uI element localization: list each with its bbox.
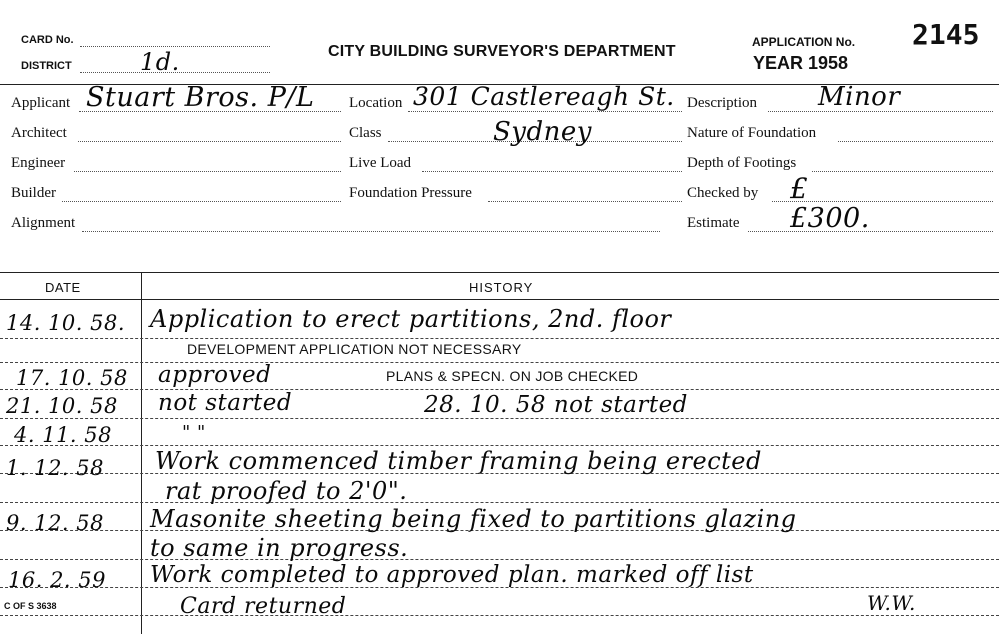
application-no-label: APPLICATION No.	[752, 35, 856, 49]
history-date: 4. 11. 58	[14, 423, 113, 447]
engineer-line	[74, 171, 341, 172]
year-label: YEAR 1958	[753, 53, 849, 73]
form-code: C OF S 3638	[4, 601, 57, 611]
fields-rule	[0, 272, 999, 273]
nature-of-foundation-label: Nature of Foundation	[687, 125, 817, 141]
history-stamp: DEVELOPMENT APPLICATION NOT NECESSARY	[187, 341, 522, 357]
alignment-line	[82, 231, 660, 232]
history-text: Card returned	[180, 594, 347, 619]
history-date: 21. 10. 58	[6, 394, 118, 418]
history-date: 14. 10. 58.	[6, 311, 126, 335]
checked-by-value: £	[790, 172, 809, 205]
history-text: 28. 10. 58 not started	[424, 392, 688, 418]
ruled-line	[0, 615, 999, 616]
history-text: to same in progress.	[150, 534, 409, 562]
card-no-label: CARD No.	[21, 34, 74, 46]
applicant-value: Stuart Bros. P/L	[86, 82, 315, 113]
builder-line	[62, 201, 341, 202]
ruled-line	[0, 362, 999, 363]
class-label: Class	[349, 125, 382, 141]
live-load-line	[422, 171, 682, 172]
description-label: Description	[687, 95, 757, 111]
table-header-rule	[0, 299, 999, 300]
estimate-value: £300.	[790, 203, 870, 234]
history-date: 9. 12. 58	[6, 511, 105, 535]
history-text: not started	[158, 390, 293, 416]
initials: W.W.	[867, 591, 916, 615]
location-value-line2: Sydney	[493, 117, 592, 147]
foundation-pressure-line	[488, 201, 682, 202]
description-value: Minor	[818, 82, 901, 112]
history-text: rat proofed to 2'0".	[165, 477, 408, 505]
history-stamp: PLANS & SPECN. ON JOB CHECKED	[386, 368, 639, 384]
date-column-divider	[141, 272, 142, 634]
history-date: 1. 12. 58	[6, 456, 105, 480]
depth-of-footings-line	[812, 171, 993, 172]
location-value-line1: 301 Castlereagh St.	[413, 82, 675, 111]
ruled-line	[0, 445, 999, 446]
ruled-line	[0, 389, 999, 390]
history-text: Work completed to approved plan. marked off list	[150, 562, 754, 588]
history-text: " "	[182, 422, 206, 443]
application-no-value: 2145	[912, 18, 980, 51]
card-no-line	[80, 46, 270, 47]
nature-of-foundation-line	[838, 141, 993, 142]
ruled-line	[0, 338, 999, 339]
builder-label: Builder	[11, 185, 56, 201]
checked-by-label: Checked by	[687, 185, 759, 201]
architect-line	[78, 141, 341, 142]
history-text: Work commenced timber framing being erected	[155, 447, 762, 475]
history-column-header: HISTORY	[469, 280, 534, 295]
ruled-line	[0, 418, 999, 419]
history-date: 17. 10. 58	[16, 366, 128, 390]
history-date: 16. 2. 59	[8, 568, 107, 592]
estimate-label: Estimate	[687, 215, 740, 231]
alignment-label: Alignment	[11, 215, 76, 231]
estimate-line	[748, 231, 993, 232]
district-label: DISTRICT	[21, 60, 72, 72]
depth-of-footings-label: Depth of Footings	[687, 155, 797, 171]
district-value: 1d.	[140, 48, 180, 76]
history-text: approved	[158, 362, 272, 388]
location-line	[408, 111, 682, 112]
applicant-label: Applicant	[11, 95, 71, 111]
history-text: Application to erect partitions, 2nd. floor	[150, 305, 672, 333]
architect-label: Architect	[11, 125, 67, 141]
department-title: CITY BUILDING SURVEYOR'S DEPARTMENT	[328, 43, 676, 60]
date-column-header: DATE	[45, 280, 81, 295]
ruled-line	[0, 502, 999, 503]
location-label: Location	[349, 95, 403, 111]
foundation-pressure-label: Foundation Pressure	[349, 185, 472, 201]
history-text: Masonite sheeting being fixed to partitions glazing	[150, 505, 797, 533]
engineer-label: Engineer	[11, 155, 66, 171]
live-load-label: Live Load	[349, 155, 412, 171]
